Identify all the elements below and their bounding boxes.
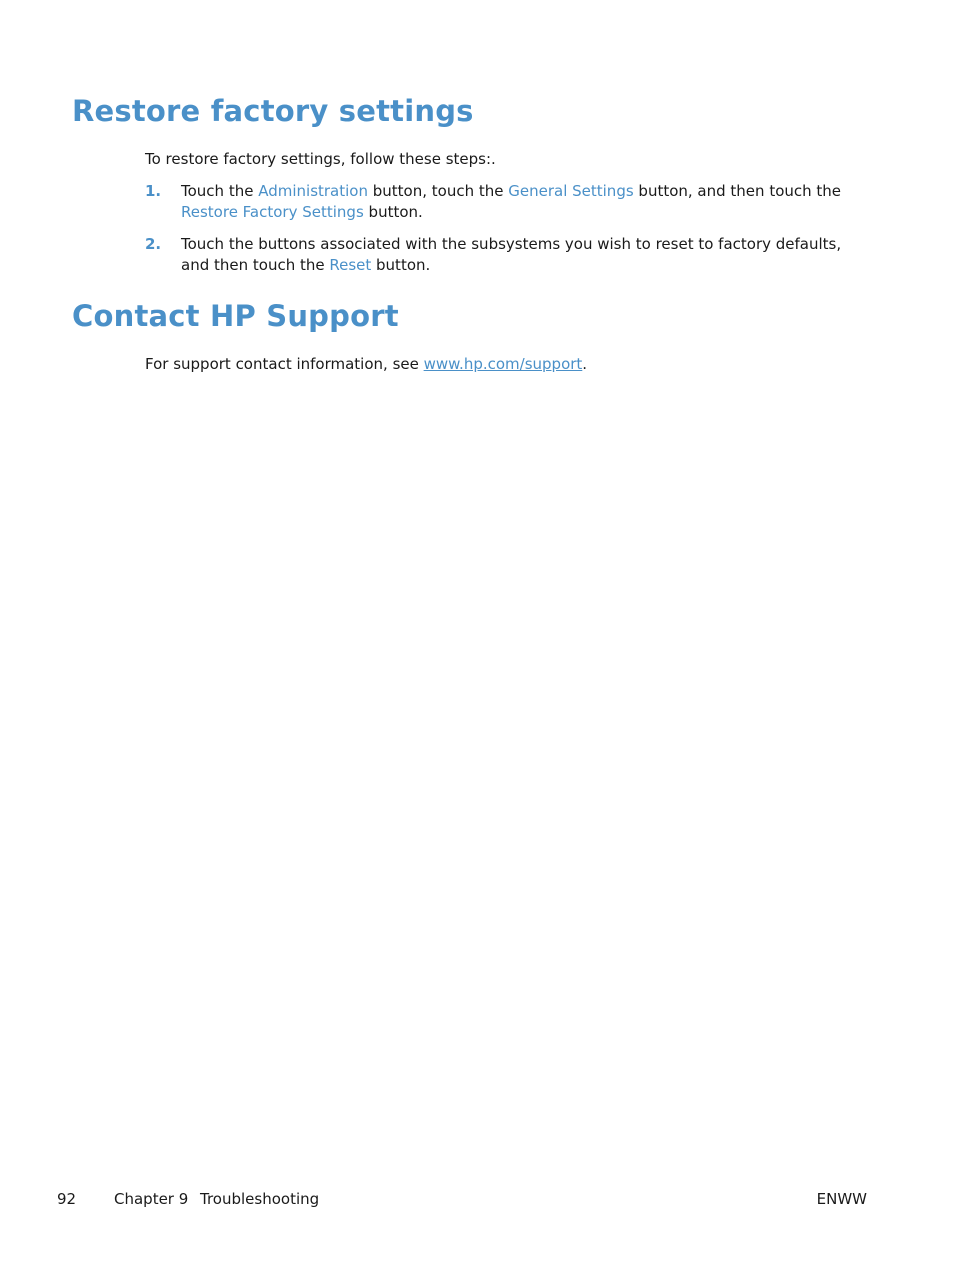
- support-text-before: For support contact information, see: [145, 355, 424, 373]
- footer-page-number: 92: [57, 1190, 77, 1208]
- step-text-fragment: button.: [363, 203, 423, 221]
- step-text-fragment: Touch the buttons associated with the subsystems you wish to reset to factory defaults, and then touch the: [181, 235, 842, 274]
- ui-term-restore-factory-settings: Restore Factory Settings: [181, 203, 364, 221]
- section-heading-contact-hp-support: Contact HP Support: [72, 299, 399, 333]
- step-number: 2.: [145, 235, 162, 253]
- step-number: 1.: [145, 182, 162, 200]
- step-text-fragment: Touch the: [181, 182, 259, 200]
- restore-step-1: [145, 181, 855, 223]
- restore-step-2: [145, 234, 855, 276]
- step-text-fragment: button.: [371, 256, 431, 274]
- step-text: [181, 234, 855, 276]
- ui-term-general-settings: General Settings: [508, 182, 634, 200]
- footer-chapter: Chapter 9: [114, 1190, 189, 1208]
- footer-brand: ENWW: [816, 1190, 867, 1208]
- step-text-fragment: button, touch the: [367, 182, 509, 200]
- footer-section-title: Troubleshooting: [200, 1190, 320, 1208]
- step-text: [181, 181, 855, 223]
- hp-support-link[interactable]: www.hp.com/support: [423, 355, 583, 373]
- step-text-fragment: button, and then touch the: [633, 182, 842, 200]
- restore-intro-text: To restore factory settings, follow these steps:.: [145, 150, 496, 168]
- support-text-after: .: [582, 355, 588, 373]
- ui-term-administration: Administration: [258, 182, 368, 200]
- section-heading-restore-factory-settings: Restore factory settings: [72, 94, 474, 128]
- ui-term-reset: Reset: [329, 256, 372, 274]
- support-text: [145, 354, 587, 375]
